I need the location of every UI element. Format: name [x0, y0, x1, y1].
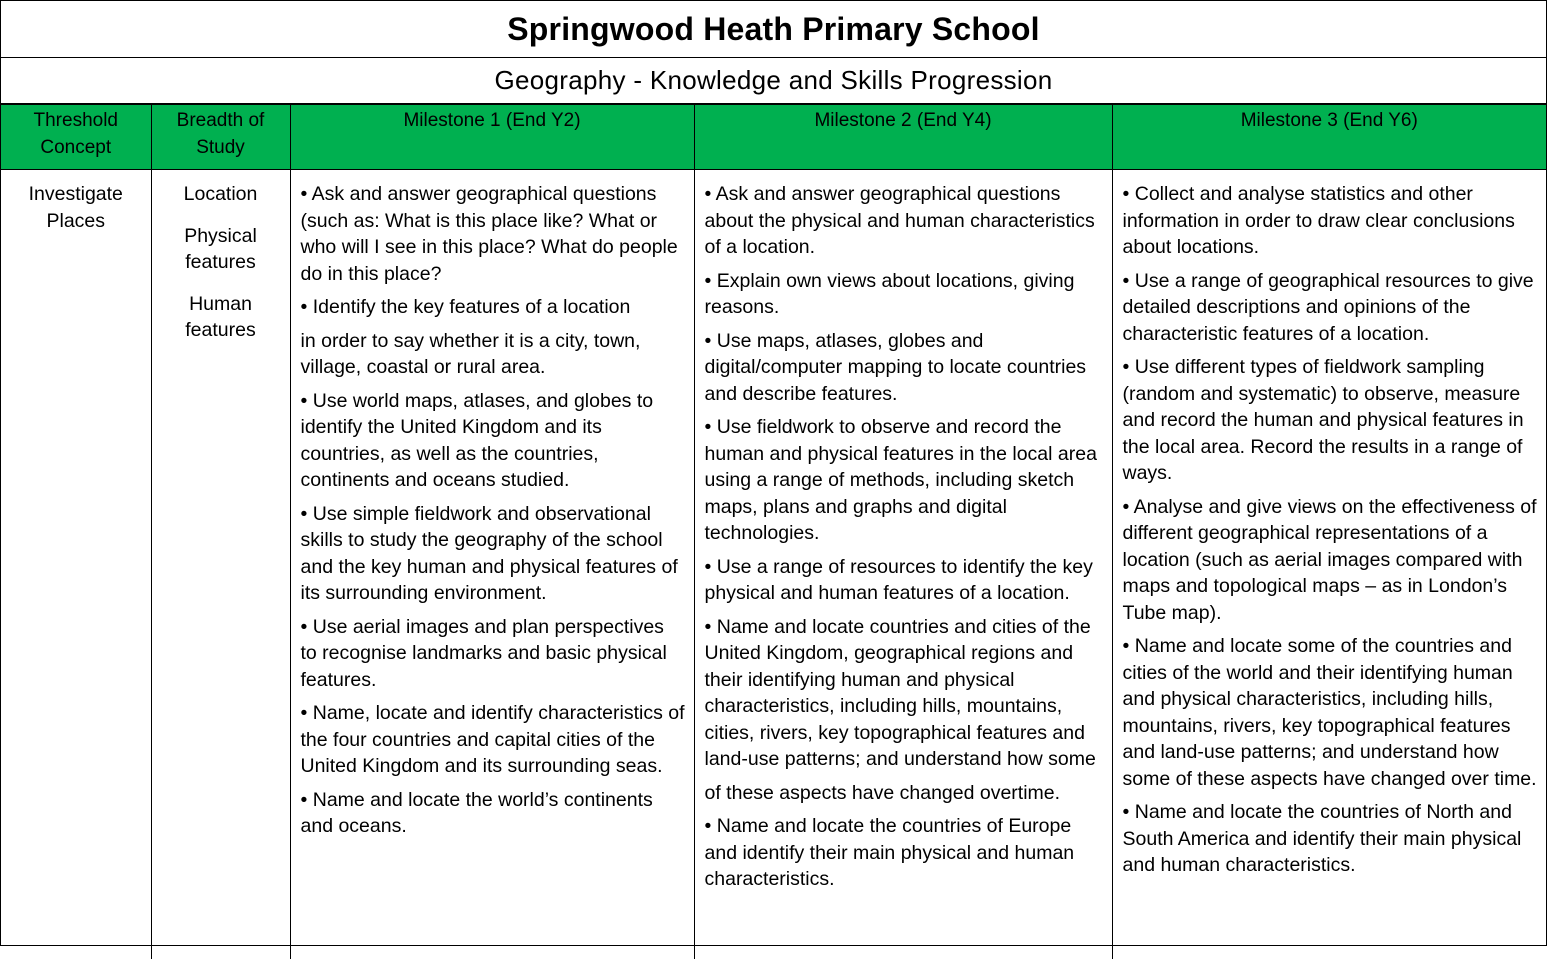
- table-row: [1, 170, 1546, 959]
- list-item: • Ask and answer geographical questions about the physical and human characteristics of a location.: [705, 181, 1104, 261]
- list-item: in order to say whether it is a city, town, village, coastal or rural area.: [301, 328, 686, 381]
- column-header-breadth-of-study: Breadth of Study: [151, 105, 290, 170]
- school-name: Springwood Heath Primary School: [507, 11, 1040, 48]
- table-header-row: [1, 105, 1546, 170]
- list-item: • Use simple fieldwork and observational skills to study the geography of the school and the key human and physical features of its surrounding environment.: [301, 501, 686, 607]
- column-header-milestone-3: Milestone 3 (End Y6): [1112, 105, 1546, 170]
- list-item: • Name and locate the countries of North and South America and identify their main physical and human characteristics.: [1123, 799, 1539, 879]
- column-header-milestone-1: Milestone 1 (End Y2): [290, 105, 694, 170]
- milestone-2-cell: [694, 170, 1112, 959]
- list-item: • Use a range of resources to identify the key physical and human features of a location.: [705, 554, 1104, 607]
- progression-table: [1, 104, 1546, 959]
- list-item: • Name and locate the countries of Europe and identify their main physical and human characteristics.: [705, 813, 1104, 893]
- study-item-physical-features: Physical features: [156, 223, 286, 276]
- list-item: • Use world maps, atlases, and globes to identify the United Kingdom and its countries, as well as the countries, continents and oceans studied.: [301, 388, 686, 494]
- list-item: of these aspects have changed overtime.: [705, 780, 1104, 807]
- subtitle-row: [1, 58, 1546, 104]
- list-item: • Use maps, atlases, globes and digital/computer mapping to locate countries and describe features.: [705, 328, 1104, 408]
- milestone-1-cell: [290, 170, 694, 959]
- list-item: • Name and locate some of the countries and cities of the world and their identifying human and physical characteristics, including hills, mountains, rivers, key topographical features and land-use patterns; and understand how some of these aspects have changed over time.: [1123, 633, 1539, 792]
- list-item: • Use aerial images and plan perspectives to recognise landmarks and basic physical features.: [301, 614, 686, 694]
- list-item: • Collect and analyse statistics and other information in order to draw clear conclusions about locations.: [1123, 181, 1539, 261]
- threshold-concept-cell: Investigate Places: [1, 170, 151, 959]
- title-row: [1, 1, 1546, 58]
- list-item: • Identify the key features of a location: [301, 294, 686, 321]
- document-title: Geography - Knowledge and Skills Progression: [494, 65, 1052, 96]
- list-item: • Name, locate and identify characteristics of the four countries and capital cities of the United Kingdom and its surrounding seas.: [301, 700, 686, 780]
- list-item: • Explain own views about locations, giving reasons.: [705, 268, 1104, 321]
- column-header-threshold-concept: Threshold Concept: [1, 105, 151, 170]
- list-item: • Name and locate the world’s continents and oceans.: [301, 787, 686, 840]
- list-item: • Ask and answer geographical questions (such as: What is this place like? What or who will I see in this place? What do people do in this place?: [301, 181, 686, 287]
- list-item: • Use fieldwork to observe and record the human and physical features in the local area using a range of methods, including sketch maps, plans and graphs and digital technologies.: [705, 414, 1104, 547]
- breadth-of-study-cell: [151, 170, 290, 959]
- milestone-3-cell: [1112, 170, 1546, 959]
- study-item-location: Location: [156, 181, 286, 208]
- list-item: • Analyse and give views on the effectiveness of different geographical representations of a location (such as aerial images compared with maps and topological maps – as in London’s Tube map).: [1123, 494, 1539, 627]
- list-item: • Use a range of geographical resources to give detailed descriptions and opinions of the characteristic features of a location.: [1123, 268, 1539, 348]
- study-item-human-features: Human features: [156, 291, 286, 344]
- list-item: • Use different types of fieldwork sampling (random and systematic) to observe, measure and record the human and physical features in the local area. Record the results in a range of ways.: [1123, 354, 1539, 487]
- column-header-milestone-2: Milestone 2 (End Y4): [694, 105, 1112, 170]
- list-item: • Name and locate countries and cities of the United Kingdom, geographical regions and their identifying human and physical characteristics, including hills, mountains, cities, rivers, key topographical features and land-use patterns; and understand how some: [705, 614, 1104, 773]
